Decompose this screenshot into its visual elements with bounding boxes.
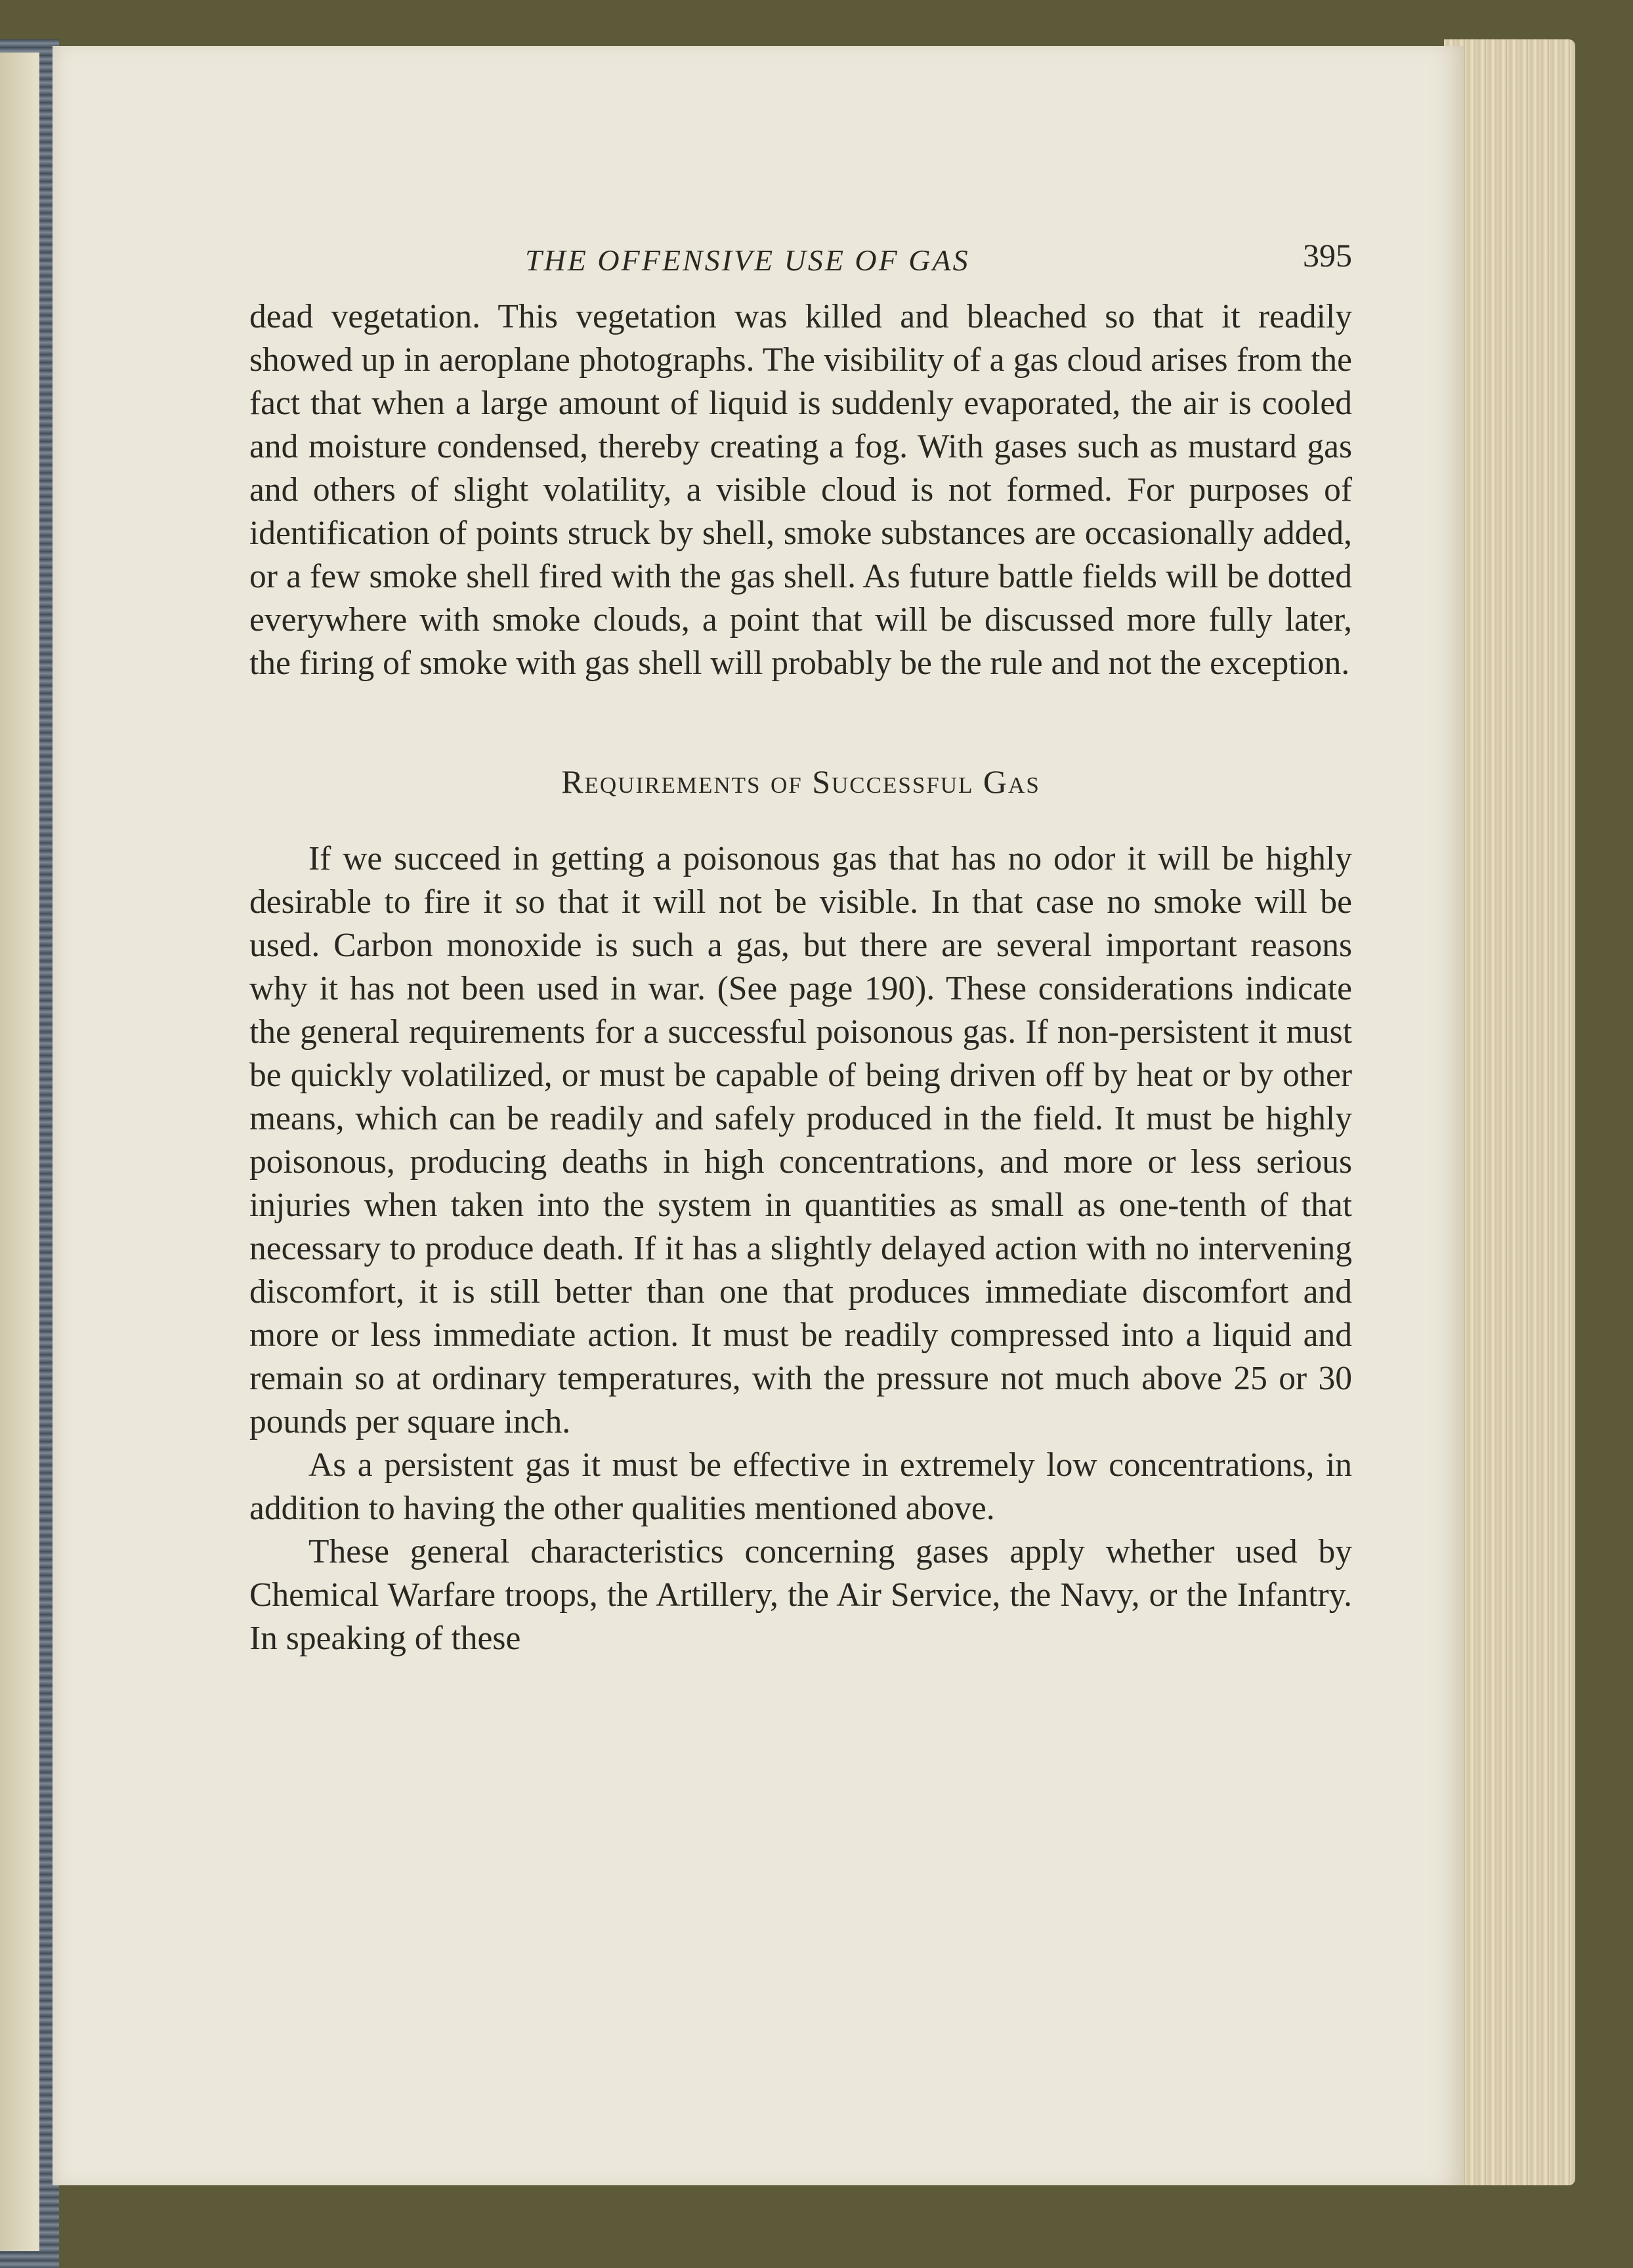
running-head: THE OFFENSIVE USE OF GAS [525, 243, 970, 277]
page-stack-edge [1444, 39, 1575, 2185]
section-heading: Requirements of Successful Gas [561, 763, 1040, 800]
paragraph-requirements: If we succeed in getting a poisonous gas that has no odor it will be highly desirable to fire it so that it will not be visible. In that case no smoke will be used. Carbon monoxide is such a gas, but there are several important reasons why it has not been used in war. (See page 190). These considerations indicate the general requirements for a successful poisonous gas. If non-persistent it must be quickly volatilized, or must be capable of being driven off by heat or by other means, which can be readily and safely produced in the field. It must be highly poisonous, producing deaths in high concentrations, and more or less serious injuries when taken into the system in quantities as small as one-tenth of that necessary to produce death. If it has a slightly delayed action with no intervening discomfort, it is still better than one that produces immediate discomfort and more or less immediate action. It must be readily compressed into a liquid and remain so at ordinary temperatures, with the pressure not much above 25 or 30 pounds per square inch. [249, 840, 1352, 1440]
page-number: 395 [1303, 237, 1352, 274]
paragraph-persistent-gas: As a persistent gas it must be effective in extremely low concentrations, in addition to having the other qualities mentioned above. [249, 1446, 1352, 1527]
page-content [249, 236, 1352, 1660]
paragraph-characteristics: These general characteristics concerning gases apply whether used by Chemical Warfare troops, the Artillery, the Air Service, the Navy, or the Infantry. In speaking of these [249, 1533, 1352, 1657]
left-page-edge [0, 52, 39, 2251]
book-page [53, 46, 1464, 2185]
page-header [249, 236, 1352, 295]
paragraph-continued: dead vegetation. This vegetation was killed and bleached so that it readily showed up in aeroplane photographs. The visibility of a gas cloud arises from the fact that when a large amount of liquid is suddenly evaporated, the air is cooled and moisture condensed, thereby creating a fog. With gases such as mustard gas and others of slight volatility, a visible cloud is not formed. For purposes of identification of points struck by shell, smoke substances are occasionally added, or a few smoke shell fired with the gas shell. As future battle fields will be dotted everywhere with smoke clouds, a point that will be discussed more fully later, the firing of smoke with gas shell will probably be the rule and not the exception. [249, 298, 1352, 682]
